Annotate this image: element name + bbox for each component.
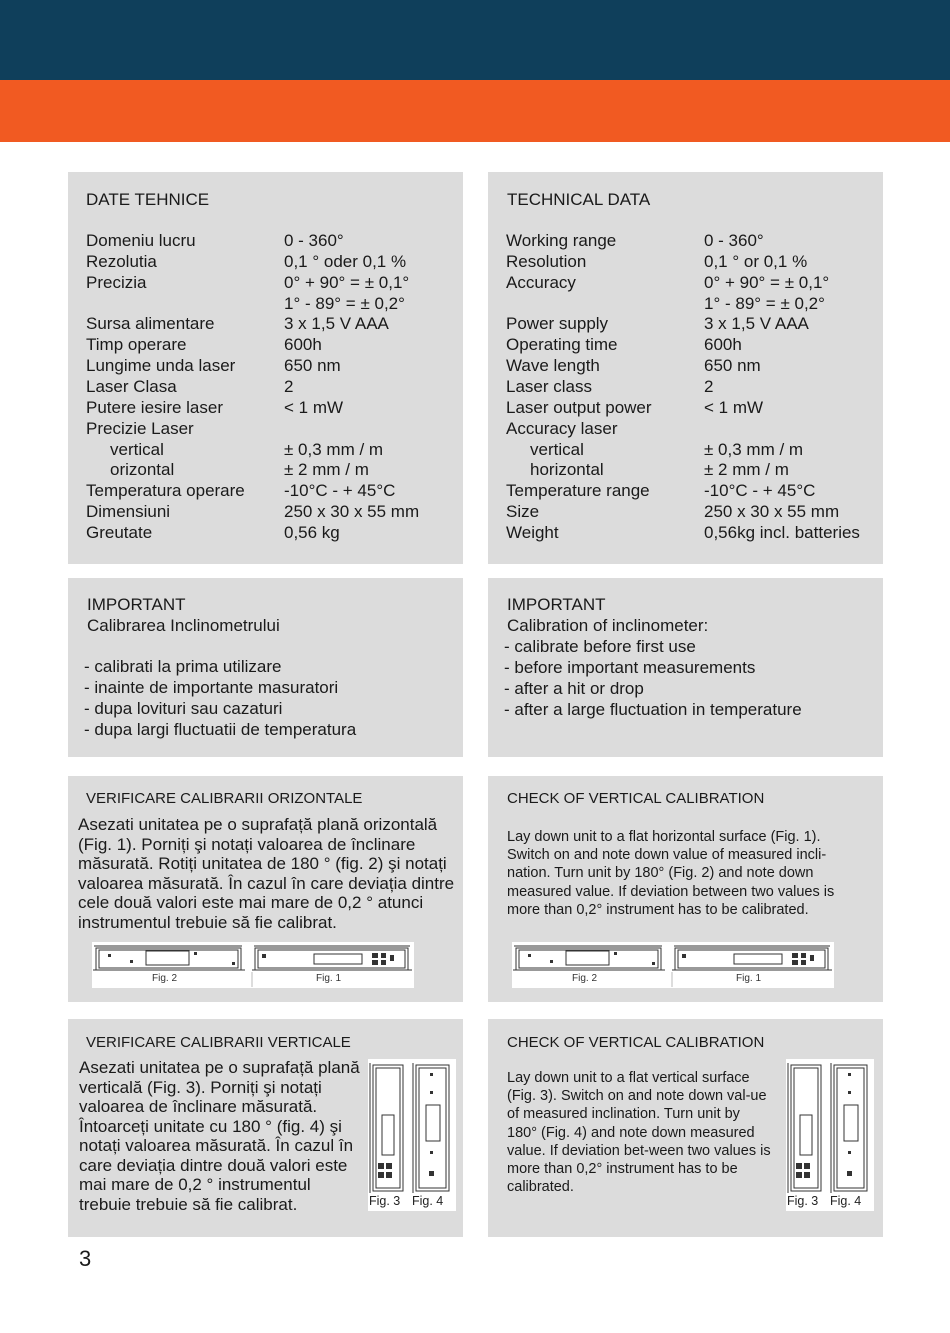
spec-value: 650 nm xyxy=(284,356,341,376)
spec-row xyxy=(488,459,883,480)
spec-label: vertical xyxy=(530,439,584,459)
level-vertical-figure-icon xyxy=(786,1059,874,1211)
spec-row xyxy=(68,230,463,251)
spec-value: 0,1 ° or 0,1 % xyxy=(704,251,808,271)
spec-label: Laser Clasa xyxy=(86,376,177,396)
horizontal-figure xyxy=(512,942,834,988)
spec-value: -10°C - + 45°C xyxy=(284,481,396,501)
spec-row xyxy=(488,522,883,543)
tech-data-ro-panel xyxy=(68,172,463,564)
spec-row xyxy=(68,418,463,439)
spec-value: 3 x 1,5 V AAA xyxy=(284,314,389,334)
spec-value: < 1 mW xyxy=(284,397,344,417)
spec-row xyxy=(68,522,463,543)
figure-caption: Fig. 3 xyxy=(369,1194,401,1208)
spec-row xyxy=(68,355,463,376)
list-item: - calibrate before first use xyxy=(504,637,696,656)
list-item: - calibrati la prima utilizare xyxy=(84,657,282,676)
level-horizontal-figure-icon xyxy=(92,942,414,988)
spec-value: 0,1 ° oder 0,1 % xyxy=(284,251,407,271)
spec-row xyxy=(488,480,883,501)
spec-label: Temperatura operare xyxy=(86,481,245,501)
vertical-check-ro-panel xyxy=(68,1019,463,1237)
important-en-panel xyxy=(488,578,883,757)
vertical-figure xyxy=(786,1059,874,1211)
spec-label: Precizie Laser xyxy=(86,418,194,438)
spec-row xyxy=(68,459,463,480)
spec-row xyxy=(488,355,883,376)
spec-value: 650 nm xyxy=(704,356,761,376)
spec-label: Dimensiuni xyxy=(86,502,171,522)
vertical-check-en-panel xyxy=(488,1019,883,1237)
spec-label: orizontal xyxy=(110,460,175,480)
spec-value: < 1 mW xyxy=(704,397,764,417)
spec-row xyxy=(488,313,883,334)
spec-label: vertical xyxy=(110,439,164,459)
spec-label: Working range xyxy=(506,231,617,250)
spec-label: Laser class xyxy=(506,376,592,396)
spec-label: Precizia xyxy=(86,272,147,292)
spec-label: Timp operare xyxy=(86,335,187,355)
section-title: VERIFICARE CALIBRARII VERTICALE xyxy=(86,1034,351,1051)
list-item: - inainte de importante masuratori xyxy=(84,678,339,697)
spec-value: 2 xyxy=(704,376,714,396)
spec-label: Wave length xyxy=(506,356,600,376)
spec-value: 600h xyxy=(704,335,742,355)
spec-value: ± 0,3 mm / m xyxy=(704,439,804,459)
spec-label: Weight xyxy=(506,522,559,542)
spec-value: ± 2 mm / m xyxy=(284,460,369,480)
section-text: Lay down unit to a flat horizontal surface (Fig. 1). Switch on and note down value of measured incli-nation. Turn unit by 180° (Fig. 2) and note down measured value. If deviation between two values is more than 0,2° instrument has to be calibrated. xyxy=(507,829,835,918)
spec-row xyxy=(488,251,883,272)
spec-row xyxy=(488,376,883,397)
spec-row xyxy=(488,272,883,293)
spec-label: Putere iesire laser xyxy=(86,397,224,417)
vertical-figure xyxy=(368,1059,456,1211)
spec-label: Rezolutia xyxy=(86,251,157,271)
spec-value: 0,56 kg xyxy=(284,522,340,542)
spec-row xyxy=(68,334,463,355)
level-vertical-figure-icon xyxy=(368,1059,456,1211)
important-subtitle: Calibration of inclinometer: xyxy=(507,616,709,635)
spec-label: horizontal xyxy=(530,460,604,480)
figure-caption: Fig. 2 xyxy=(572,973,598,984)
horizontal-check-en-panel xyxy=(488,776,883,1002)
spec-label: Resolution xyxy=(506,251,587,271)
spec-label: Operating time xyxy=(506,335,618,355)
spec-row xyxy=(488,397,883,418)
spec-row xyxy=(488,334,883,355)
figure-caption: Fig. 1 xyxy=(316,973,342,984)
spec-row xyxy=(68,313,463,334)
spec-value: 3 x 1,5 V AAA xyxy=(704,314,809,334)
panel-title: DATE TEHNICE xyxy=(86,190,210,209)
section-text: Asezati unitatea pe o suprafață plană verticală (Fig. 3). Porniți şi notați valoarea de înclinare măsurată. Întoarceți unitate cu 180 ° (fig. 4) şi notați valoarea măsurată. În cazul în care deviația dintre două valori este mai mare de 0,2 ° instrumentul trebuie trebuie să fie calibrat. xyxy=(79,1058,360,1214)
section-title: CHECK OF VERTICAL CALIBRATION xyxy=(507,790,765,807)
figure-caption: Fig. 4 xyxy=(830,1194,862,1208)
spec-row xyxy=(68,376,463,397)
spec-label: Sursa alimentare xyxy=(86,314,215,334)
section-title: VERIFICARE CALIBRARII ORIZONTALE xyxy=(86,790,363,807)
list-item: - after a hit or drop xyxy=(504,679,644,698)
tech-data-en-panel xyxy=(488,172,883,564)
spec-value: 0 - 360° xyxy=(704,231,764,250)
important-title: IMPORTANT xyxy=(87,595,186,614)
horizontal-figure xyxy=(92,942,414,988)
spec-label: Laser output power xyxy=(506,397,652,417)
list-item: - dupa largi fluctuatii de temperatura xyxy=(84,720,357,739)
spec-row xyxy=(68,293,463,314)
spec-row xyxy=(68,480,463,501)
header-band-orange xyxy=(0,80,950,142)
spec-value: ± 2 mm / m xyxy=(704,460,789,480)
spec-value: 2 xyxy=(284,376,294,396)
spec-value: 250 x 30 x 55 mm xyxy=(704,502,840,522)
spec-label: Accuracy laser xyxy=(506,418,618,438)
important-title: IMPORTANT xyxy=(507,595,606,614)
spec-value: 0° + 90° = ± 0,1° xyxy=(284,272,410,292)
spec-row xyxy=(488,418,883,439)
section-text: Asezati unitatea pe o suprafață plană orizontală (Fig. 1). Porniți şi notați valoarea de înclinare măsurată. Rotiți unitatea de 180 ° (fig. 2) şi notați valoarea măsurată. În cazul în care deviația dintre cele două valori este mai mare de 0,2 ° atunci instrumentul trebuie să fie calibrat. xyxy=(78,815,455,932)
spec-value: ± 0,3 mm / m xyxy=(284,439,384,459)
spec-value: 600h xyxy=(284,335,322,355)
spec-label: Power supply xyxy=(506,314,609,334)
spec-label: Domeniu lucru xyxy=(86,231,196,250)
figure-caption: Fig. 2 xyxy=(152,973,178,984)
figure-caption: Fig. 4 xyxy=(412,1194,444,1208)
spec-value: -10°C - + 45°C xyxy=(704,481,816,501)
spec-value: 250 x 30 x 55 mm xyxy=(284,502,420,522)
important-ro-panel xyxy=(68,578,463,757)
spec-label: Temperature range xyxy=(506,481,650,501)
header-band-navy xyxy=(0,0,950,80)
spec-row xyxy=(488,293,883,314)
spec-value: 1° - 89° = ± 0,2° xyxy=(704,293,825,313)
figure-caption: Fig. 1 xyxy=(736,973,762,984)
spec-row xyxy=(68,272,463,293)
page-number: 3 xyxy=(79,1246,92,1271)
spec-value: 0,56kg incl. batteries xyxy=(704,522,860,542)
panel-title: TECHNICAL DATA xyxy=(507,190,651,209)
spec-row xyxy=(68,251,463,272)
list-item: - after a large fluctuation in temperature xyxy=(504,700,802,719)
spec-label: Lungime unda laser xyxy=(86,356,236,376)
section-title: CHECK OF VERTICAL CALIBRATION xyxy=(507,1034,765,1051)
spec-row xyxy=(68,397,463,418)
spec-label: Accuracy xyxy=(506,272,576,292)
spec-row xyxy=(488,501,883,522)
spec-label: Size xyxy=(506,502,540,522)
spec-value: 0 - 360° xyxy=(284,231,344,250)
horizontal-check-ro-panel xyxy=(68,776,463,1002)
spec-label: Greutate xyxy=(86,522,153,542)
spec-value: 1° - 89° = ± 0,2° xyxy=(284,293,405,313)
level-horizontal-figure-icon xyxy=(512,942,834,988)
list-item: - before important measurements xyxy=(504,658,756,677)
spec-row xyxy=(488,230,883,251)
spec-value: 0° + 90° = ± 0,1° xyxy=(704,272,830,292)
section-text: Lay down unit to a flat vertical surface (Fig. 3). Switch on and note down val-ue of measured inclination. Turn unit by 180° (Fig. 4) and note down measured value. If deviation bet-ween two values is more than 0,2° instrument has to be calibrated. xyxy=(507,1070,771,1196)
spec-row xyxy=(68,501,463,522)
spec-row xyxy=(488,439,883,460)
spec-row xyxy=(68,439,463,460)
figure-caption: Fig. 3 xyxy=(787,1194,819,1208)
list-item: - dupa lovituri sau cazaturi xyxy=(84,699,283,718)
important-subtitle: Calibrarea Inclinometrului xyxy=(87,616,280,635)
